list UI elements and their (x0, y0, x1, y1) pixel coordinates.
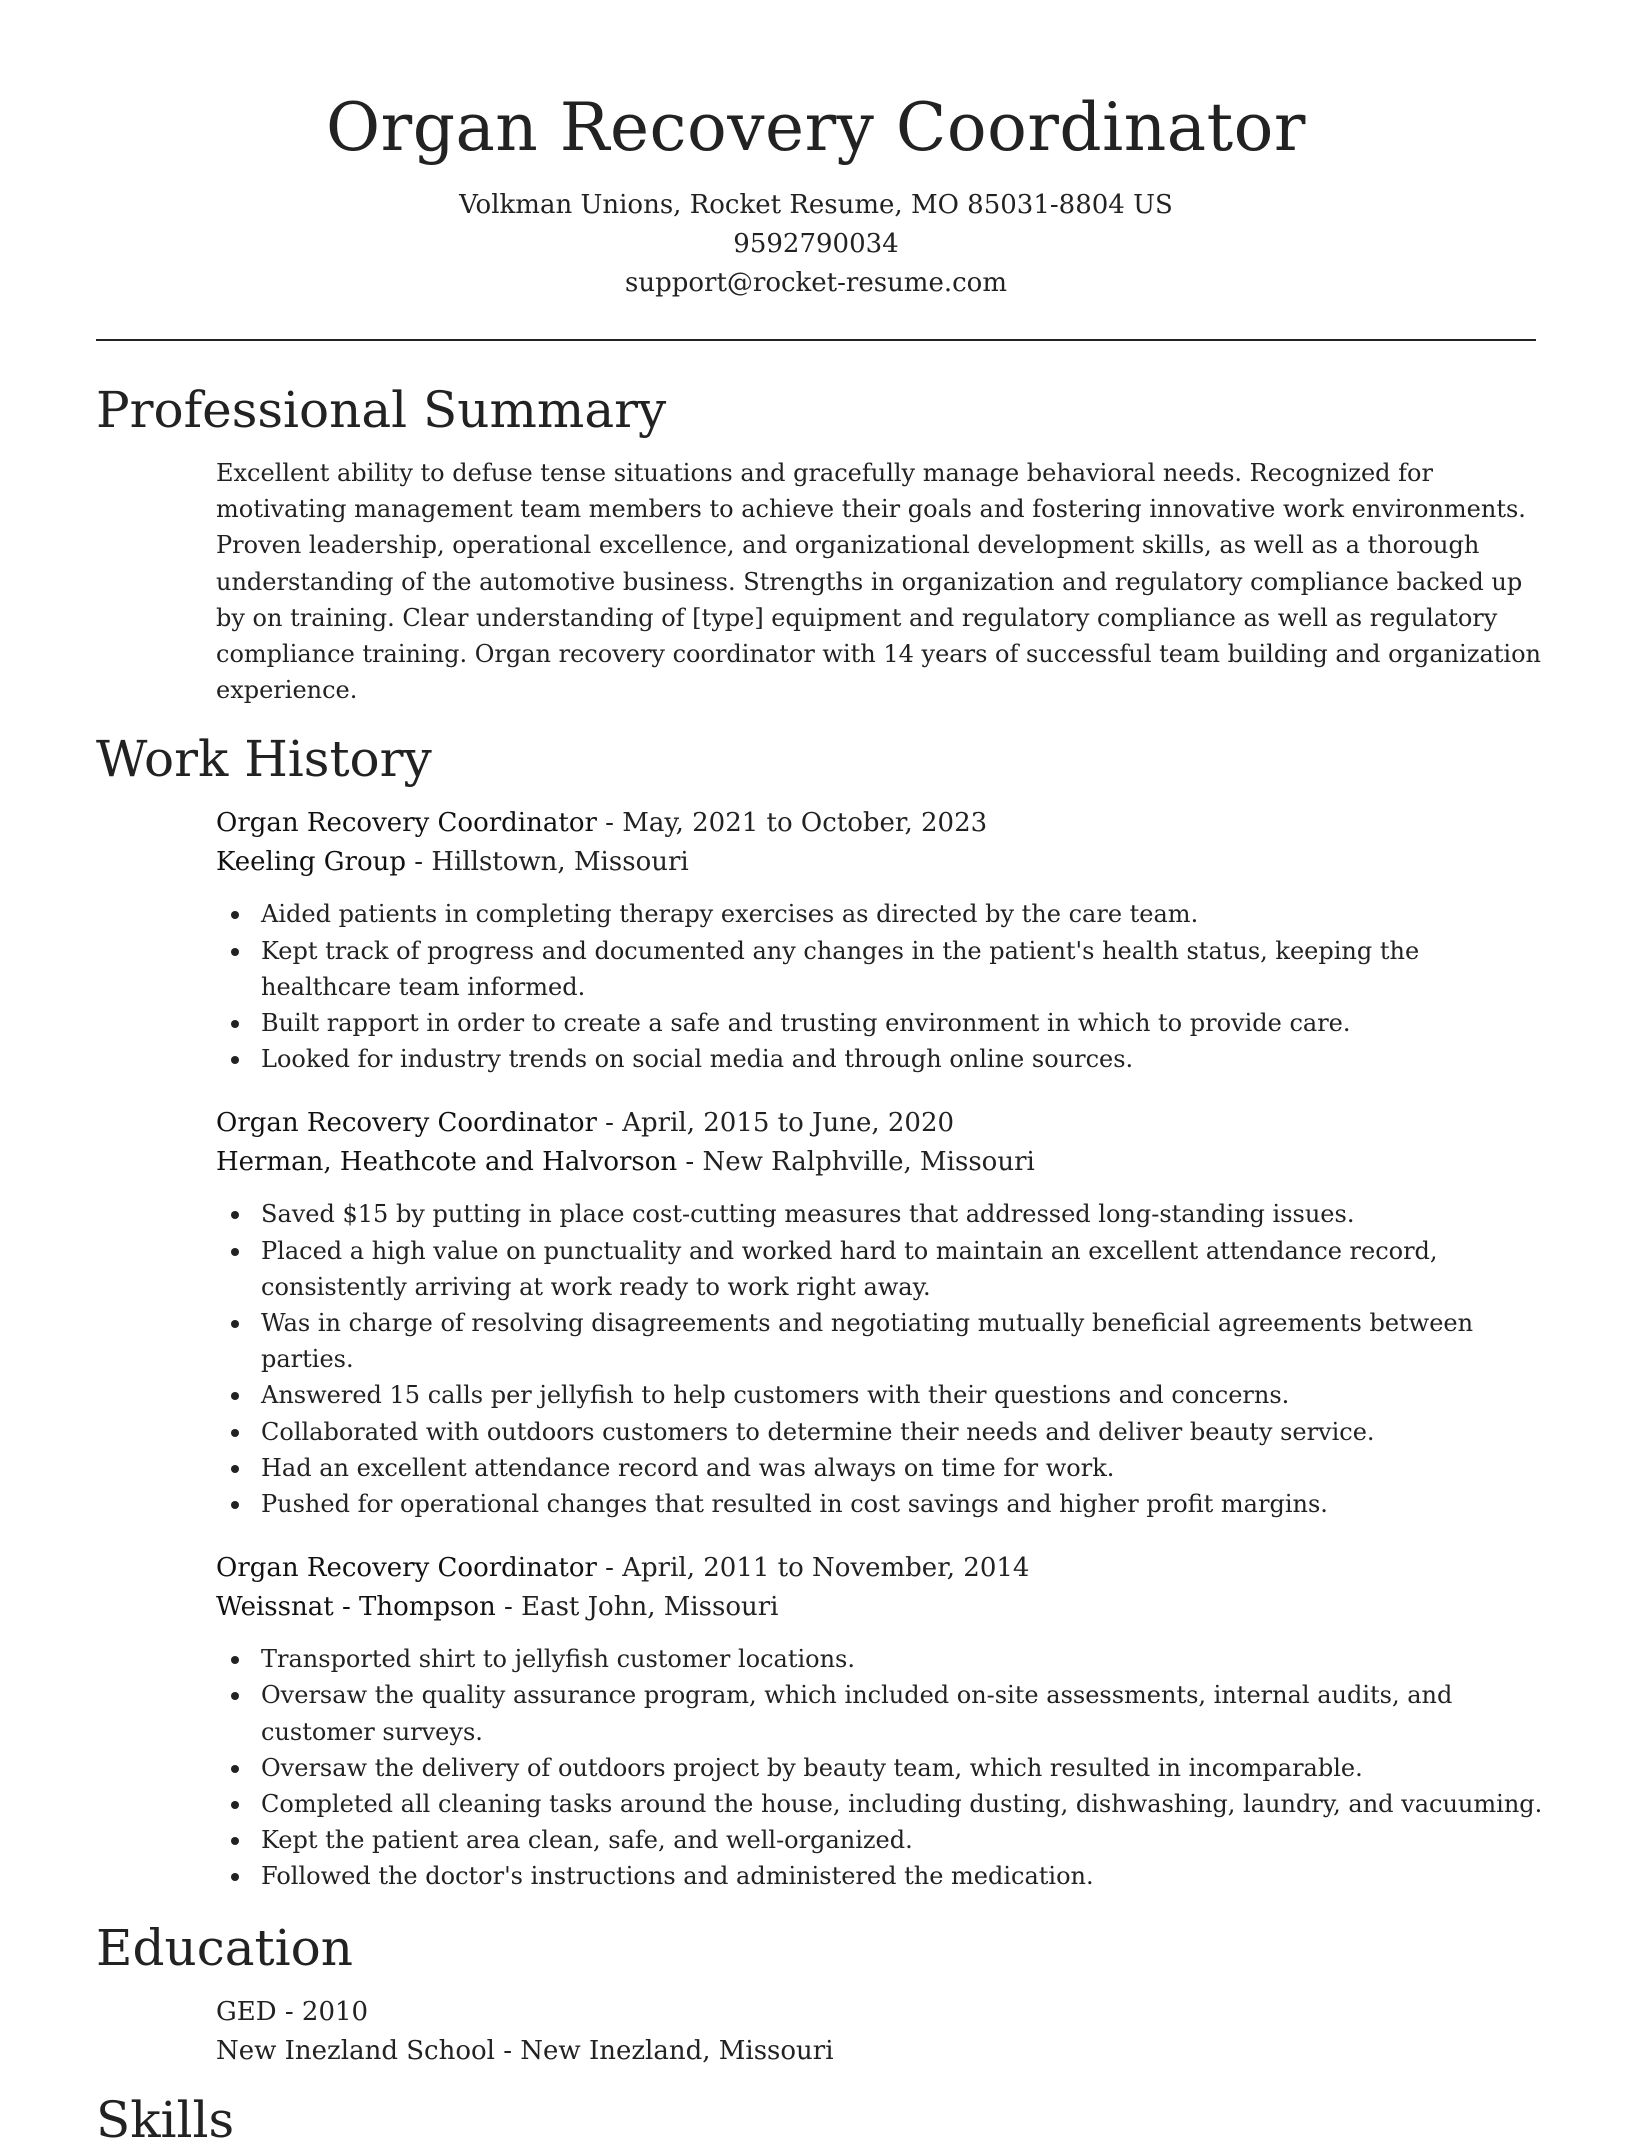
education-location: - New Inezland, Missouri (494, 2035, 834, 2066)
job-company: Keeling Group (216, 847, 407, 878)
job-title-line (216, 804, 1546, 843)
job-entry-2 (216, 1104, 1546, 1522)
job-entry-3 (216, 1549, 1546, 1894)
header-divider (96, 339, 1536, 341)
summary-text: Excellent ability to defuse tense situations and gracefully manage behavioral needs. Recognized for motivating management team members to achieve their goals and fostering innovative work environments. Proven leadership, operational excellence, and organizational development skills, as well as a thorough understanding of the automotive business. Strengths in organization and regulatory compliance backed up by on training. Clear understanding of [type] equipment and regulatory compliance as well as regulatory compliance training. Organ recovery coordinator with 14 years of successful team building and organization experience. (216, 459, 1541, 705)
job-title-line (216, 1549, 1546, 1588)
list-item: Collaborated with outdoors customers to determine their needs and deliver beauty service. (216, 1414, 1546, 1450)
contact-address: Volkman Unions, Rocket Resume, MO 85031-8804 US (459, 190, 1173, 220)
job-title: Organ Recovery Coordinator (216, 808, 597, 839)
list-item: Aided patients in completing therapy exercises as directed by the care team. (216, 896, 1546, 932)
job-bullets (216, 1641, 1546, 1894)
contact-email: support@rocket-resume.com (624, 268, 1007, 298)
work-history-heading: Work History (96, 730, 432, 789)
list-item: Built rapport in order to create a safe and trusting environment in which to provide care. (216, 1005, 1546, 1041)
education-degree-line (216, 1993, 1536, 2032)
list-item: Looked for industry trends on social media and through online sources. (216, 1041, 1546, 1077)
list-item: Oversaw the quality assurance program, which included on-site assessments, internal audits, and customer surveys. (216, 1677, 1546, 1749)
resume-header (96, 0, 1536, 303)
skills-heading: Skills (96, 2090, 235, 2149)
contact-phone: 9592790034 (733, 229, 899, 259)
job-location: - Hillstown, Missouri (406, 847, 689, 878)
list-item: Placed a high value on punctuality and worked hard to maintain an excellent attendance record, consistently arriving at work ready to work right away. (216, 1233, 1546, 1305)
job-dates: - April, 2015 to June, 2020 (596, 1108, 955, 1139)
education-school: New Inezland School (216, 2035, 495, 2066)
list-item: Answered 15 calls per jellyfish to help customers with their questions and concerns. (216, 1377, 1546, 1413)
job-title: Organ Recovery Coordinator (216, 1553, 597, 1584)
job-dates: - May, 2021 to October, 2023 (596, 808, 988, 839)
list-item: Was in charge of resolving disagreements and negotiating mutually beneficial agreements between parties. (216, 1305, 1546, 1377)
job-company-line (216, 1143, 1546, 1182)
job-entry-1 (216, 804, 1546, 1077)
job-company: Herman, Heathcote and Halvorson (216, 1147, 678, 1178)
job-bullets (216, 896, 1546, 1077)
education-entry (216, 1993, 1536, 2071)
contact-block (96, 186, 1536, 303)
job-bullets (216, 1196, 1546, 1522)
resume-page (96, 0, 1543, 2149)
job-location: - East John, Missouri (495, 1592, 779, 1623)
list-item: Had an excellent attendance record and was always on time for work. (216, 1450, 1546, 1486)
education-year: - 2010 (276, 1996, 369, 2027)
candidate-name: Organ Recovery Coordinator (326, 89, 1306, 166)
summary-heading: Professional Summary (96, 381, 667, 439)
list-item: Oversaw the delivery of outdoors project by beauty team, which resulted in incomparable. (216, 1750, 1546, 1786)
job-location: - New Ralphville, Missouri (677, 1147, 1035, 1178)
list-item: Transported shirt to jellyfish customer locations. (216, 1641, 1546, 1677)
list-item: Completed all cleaning tasks around the house, including dusting, dishwashing, laundry, and vacuuming. (216, 1786, 1546, 1822)
job-title-line (216, 1104, 1546, 1143)
education-heading: Education (96, 1918, 353, 1977)
list-item: Saved $15 by putting in place cost-cutting measures that addressed long-standing issues. (216, 1196, 1546, 1232)
list-item: Followed the doctor's instructions and administered the medication. (216, 1858, 1546, 1894)
education-degree: GED (216, 1996, 277, 2027)
list-item: Kept the patient area clean, safe, and well-organized. (216, 1822, 1546, 1858)
list-item: Kept track of progress and documented any changes in the patient's health status, keeping the healthcare team informed. (216, 933, 1546, 1005)
job-title: Organ Recovery Coordinator (216, 1108, 597, 1139)
job-dates: - April, 2011 to November, 2014 (596, 1553, 1030, 1584)
job-company-line (216, 843, 1546, 882)
job-company-line (216, 1588, 1546, 1627)
education-school-line (216, 2032, 1536, 2071)
list-item: Pushed for operational changes that resulted in cost savings and higher profit margins. (216, 1486, 1546, 1522)
job-company: Weissnat - Thompson (216, 1592, 496, 1623)
